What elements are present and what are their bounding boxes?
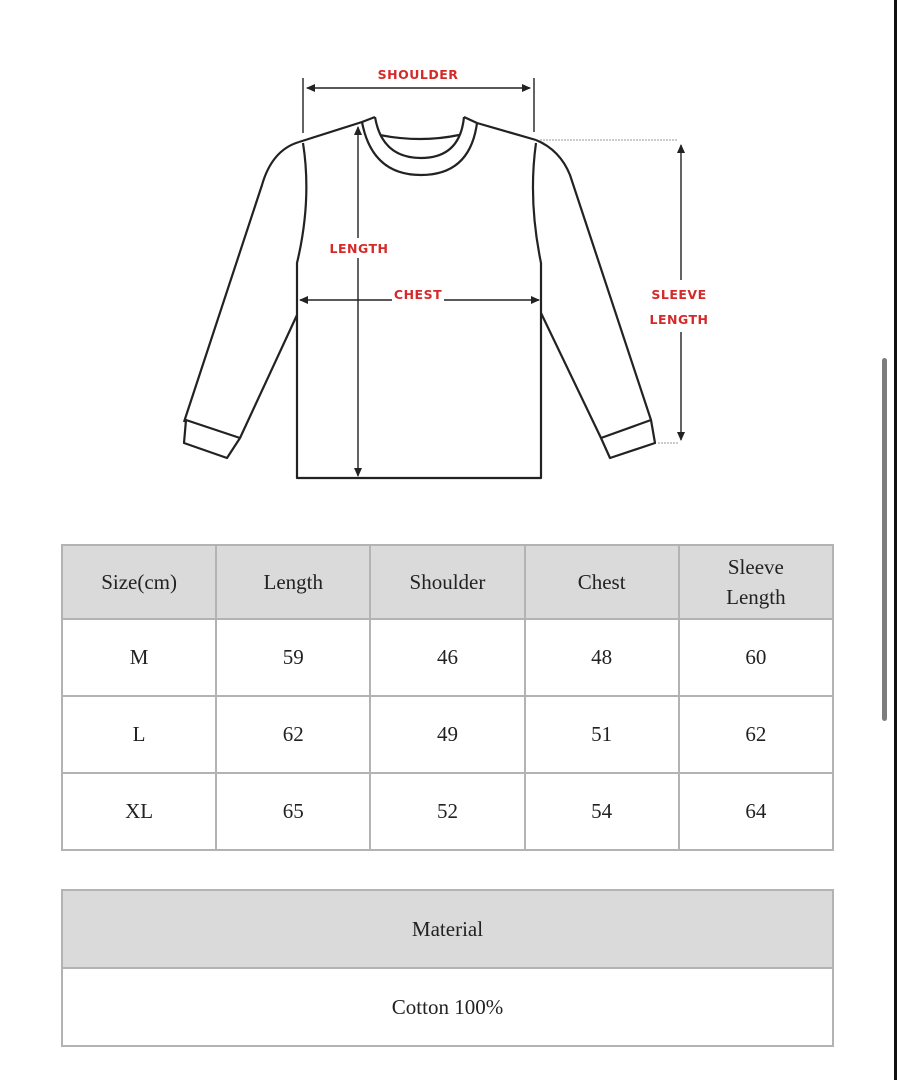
table-row bbox=[62, 773, 833, 850]
size-table bbox=[61, 544, 834, 851]
cell-size: M bbox=[62, 619, 216, 696]
measurement-guides bbox=[300, 78, 681, 476]
chest-label: CHEST bbox=[393, 287, 443, 302]
header-sleeve-length: Sleeve Length bbox=[679, 545, 833, 619]
sweatshirt-measurement-diagram bbox=[0, 0, 897, 500]
cell-shoulder: 52 bbox=[370, 773, 524, 850]
length-label: LENGTH bbox=[329, 241, 389, 256]
header-shoulder: Shoulder bbox=[370, 545, 524, 619]
vertical-scrollbar[interactable] bbox=[882, 358, 887, 721]
cell-length: 59 bbox=[216, 619, 370, 696]
header-length: Length bbox=[216, 545, 370, 619]
table-row bbox=[62, 619, 833, 696]
table-row bbox=[62, 696, 833, 773]
cell-chest: 48 bbox=[525, 619, 679, 696]
header-size: Size(cm) bbox=[62, 545, 216, 619]
cell-chest: 54 bbox=[525, 773, 679, 850]
cell-sleeve-length: 64 bbox=[679, 773, 833, 850]
cell-size: XL bbox=[62, 773, 216, 850]
cell-size: L bbox=[62, 696, 216, 773]
cell-sleeve-length: 60 bbox=[679, 619, 833, 696]
shoulder-label: SHOULDER bbox=[377, 67, 459, 82]
sleeve-label-line1: SLEEVE bbox=[651, 287, 707, 302]
size-table-header bbox=[62, 545, 833, 619]
header-chest: Chest bbox=[525, 545, 679, 619]
sleeve-label-line2: LENGTH bbox=[649, 312, 709, 327]
cell-sleeve-length: 62 bbox=[679, 696, 833, 773]
material-value: Cotton 100% bbox=[62, 968, 833, 1046]
cell-length: 65 bbox=[216, 773, 370, 850]
cell-chest: 51 bbox=[525, 696, 679, 773]
material-header: Material bbox=[62, 890, 833, 968]
material-table bbox=[61, 889, 834, 1047]
cell-shoulder: 49 bbox=[370, 696, 524, 773]
cell-shoulder: 46 bbox=[370, 619, 524, 696]
cell-length: 62 bbox=[216, 696, 370, 773]
